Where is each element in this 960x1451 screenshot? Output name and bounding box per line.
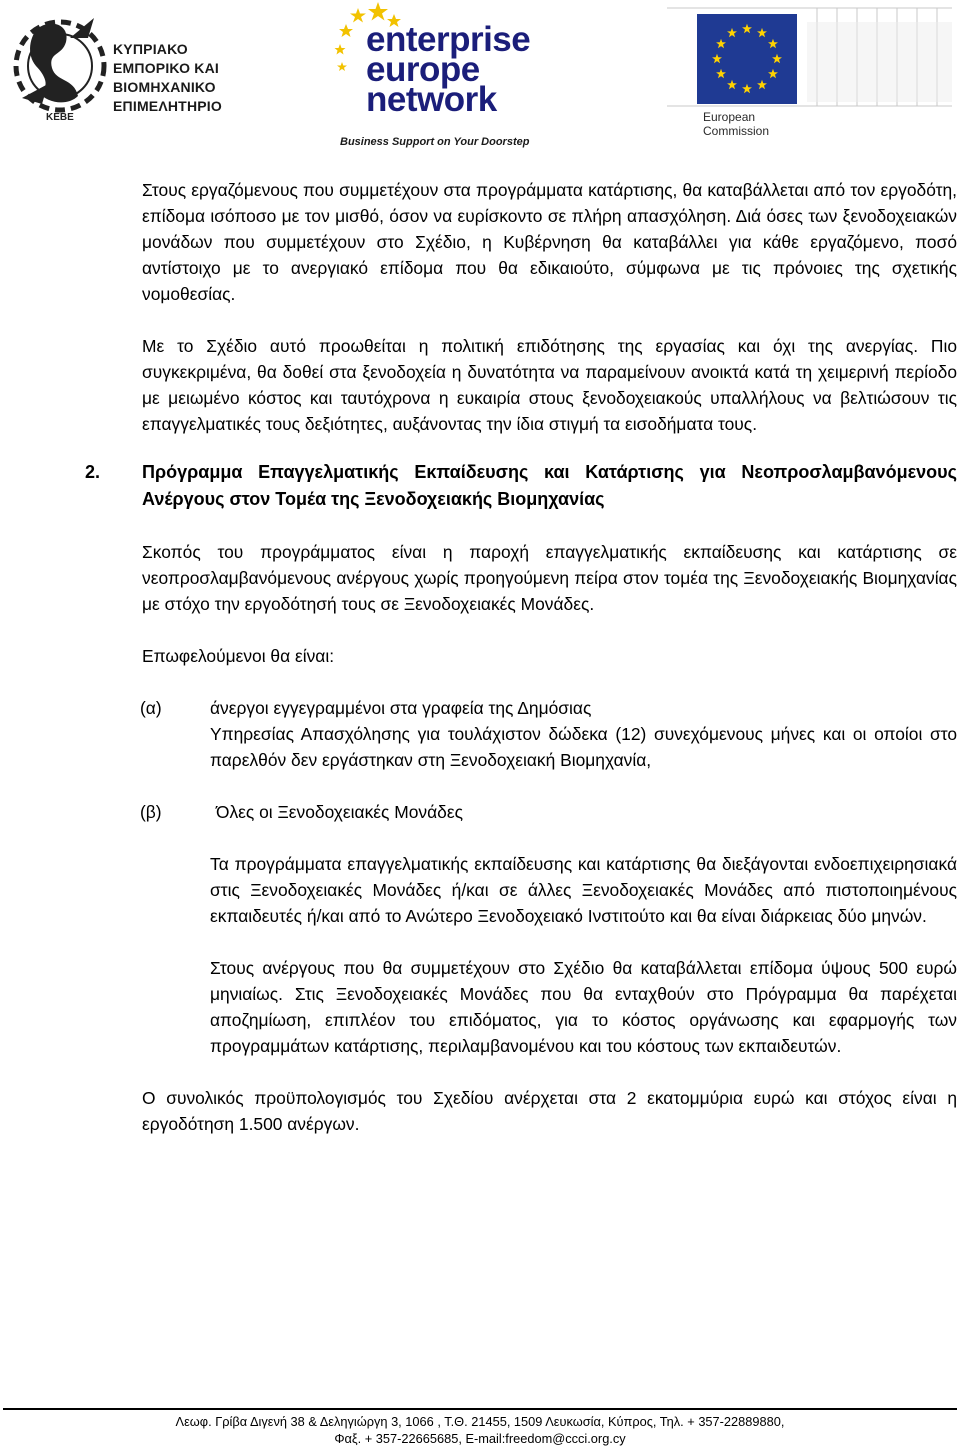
section-title: Πρόγραμμα Επαγγελματικής Εκπαίδευσης και Κατάρτισης για Νεοπροσλαμβανόμενους Ανέργους στον Τομέα της Ξενοδοχειακής Βιομηχανίας xyxy=(142,462,957,509)
section-intro: Σκοπός του προγράμματος είναι η παροχή επαγγελματικής εκπαίδευσης και κατάρτισης σε νεοπροσλαμβανόμενους ανέργους χωρίς προηγούμενη πείρα στον τομέα της Ξενοδοχειακής Βιομηχανίας με στόχο την εργοδότησή τους σε Ξενοδοχειακές Μονάδες. xyxy=(142,542,957,614)
body-paragraph: Με το Σχέδιο αυτό προωθείται η πολιτική επιδότησης της εργασίας και όχι της ανεργίας. Πιο συγκεκριμένα, θα δοθεί στα ξενοδοχεία η δυνατότητα να παραμείνουν ανοικτά κατά τη χειμερινή περίοδο με μειωμένο κόστος και ταυτόχρονα η ευκαιρία στους ξενοδοχειακούς υπαλλήλους να βελτιώσουν τις επαγγελματικές τους δεξιότητες, αυξάνοντας την ίδια στιγμή τα εισοδήματα τους. xyxy=(142,336,957,434)
ec-name-line: European xyxy=(703,110,756,124)
beneficiaries-label: Επωφελούμενοι θα είναι: xyxy=(142,646,335,666)
ccci-name-line: ΕΠΙΜΕΛΗΤΗΡΙΟ xyxy=(113,98,222,114)
eu-flag-icon xyxy=(697,14,797,104)
item-b-paragraph: Τα προγράμματα επαγγελματικής εκπαίδευσης και κατάρτισης θα διεξάγονται ενδοεπιχειρησιακά στις Ξενοδοχειακές Μονάδες ή/και σε άλλες Ξενοδοχειακές Μονάδες από πιστοποιημένους εκπαιδευτές ή/και από το Ανώτερο Ξενοδοχειακό Ινστιτούτο και θα είναι διάρκειας δύο μηνών. xyxy=(210,854,957,926)
ec-name-line: Commission xyxy=(703,124,770,138)
ccci-name-line: ΚΥΠΡΙΑΚΟ xyxy=(113,41,188,57)
item-label: (α) xyxy=(140,698,162,718)
section-heading xyxy=(85,459,957,513)
letterhead xyxy=(0,0,960,160)
ccci-emblem-logo xyxy=(8,8,108,126)
item-line: άνεργοι εγγεγραμμένοι στα γραφεία της Δημόσιας xyxy=(210,698,592,718)
item-text xyxy=(210,799,957,825)
item-label: (β) xyxy=(140,802,162,822)
footer-line: Λεωφ. Γρίβα Διγενή 38 & Δεληγιώργη 3, 1066 , Τ.Θ. 21455, 1509 Λευκωσία, Κύπρος, Τηλ. + 357-22889880, xyxy=(175,1414,785,1429)
footer-line: Φαξ. + 357-22665685, E-mail:freedom@ccci.org.cy xyxy=(334,1431,626,1446)
ccci-name-line: ΒΙΟΜΗΧΑΝΙΚΟ xyxy=(113,79,216,95)
een-logo xyxy=(330,0,530,155)
item-line: Υπηρεσίας Απασχόλησης για τουλάχιστον δώδεκα (12) συνεχόμενους μήνες και οι οποίοι στο παρελθόν δεν εργάστηκαν στη Ξενοδοχειακή Βιομηχανία, xyxy=(210,724,957,770)
item-line: Όλες οι Ξενοδοχειακές Μονάδες xyxy=(216,802,463,822)
footer-divider xyxy=(3,1408,957,1410)
een-wordmark: europe xyxy=(366,50,480,89)
document-body xyxy=(85,177,957,1137)
svg-text:ΚΕΒΕ: ΚΕΒΕ xyxy=(46,112,74,123)
een-wordmark: enterprise xyxy=(366,20,531,59)
footer-address xyxy=(0,1413,960,1447)
een-tagline: Business Support on Your Doorstep xyxy=(340,136,530,148)
een-wordmark: network xyxy=(366,80,497,119)
body-paragraph: Στους εργαζόμενους που συμμετέχουν στα προγράμματα κατάρτισης, θα καταβάλλεται από τον εργοδότη, επίδομα ισόποσο με τον μισθό, όσον να ευρίσκοντο σε πλήρη απασχόληση. Διά όσες των ξενοδοχειακών μονάδων που συμμετέχουν στο Σχέδιο, η Κυβέρνηση θα καταβάλλει για κάθε εργαζόμενο, ποσό αντίστοιχο με το ανεργιακό επίδομα που θα εδικαιούτο, σύμφωνα με τις πρόνοιες της σχετικής νομοθεσίας. xyxy=(142,180,957,304)
ccci-name-line: ΕΜΠΟΡΙΚΟ ΚΑΙ xyxy=(113,60,219,76)
beneficiary-item xyxy=(142,695,957,773)
european-commission-logo xyxy=(667,2,952,152)
item-text xyxy=(210,695,957,773)
section-number: 2. xyxy=(85,462,101,482)
ec-name xyxy=(703,110,769,138)
beneficiary-item xyxy=(142,799,957,825)
closing-paragraph: Ο συνολικός προϋπολογισμός του Σχεδίου ανέρχεται στα 2 εκατομμύρια ευρώ και στόχος είναι η εργοδότηση 1.500 ανέργων. xyxy=(142,1088,957,1134)
item-b-paragraph: Στους ανέργους που θα συμμετέχουν στο Σχέδιο θα καταβάλλεται επίδομα ύψους 500 ευρώ μηνιαίως. Στις Ξενοδοχειακές Μονάδες που θα ενταχθούν στο Πρόγραμμα θα παρέχεται αποζημίωση, επιπλέον του επιδόματος, για το κόστος οργάνωσης και εφαρμογής των προγραμμάτων κατάρτισης, περιλαμβανομένου και του κόστους των εκπαιδευτών. xyxy=(210,958,957,1056)
ccci-name xyxy=(113,40,253,116)
